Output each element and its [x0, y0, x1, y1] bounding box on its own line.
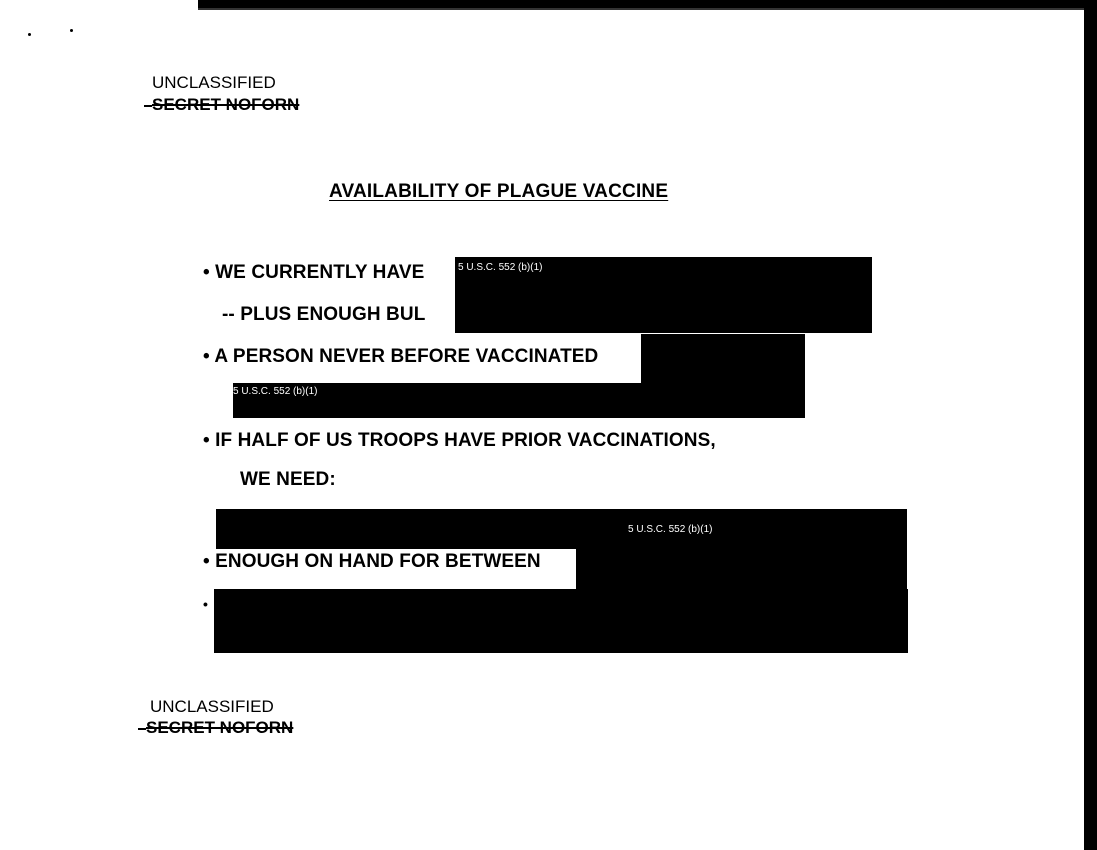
scan-top-border [198, 0, 1085, 8]
bullet-line-currently-have: • WE CURRENTLY HAVE [203, 262, 425, 283]
sub-line-plus-enough: -- PLUS ENOUGH BUL [222, 304, 426, 325]
footer-struck-classification [138, 719, 293, 737]
document-title: AVAILABILITY OF PLAGUE VACCINE [329, 181, 669, 202]
bullet-line-never-vaccinated: • A PERSON NEVER BEFORE VACCINATED [203, 346, 599, 367]
header-classification: UNCLASSIFIED [152, 73, 276, 92]
redaction-block [233, 383, 805, 418]
scan-speck [28, 33, 31, 36]
bullet-line-enough-on-hand: • ENOUGH ON HAND FOR BETWEEN [203, 551, 541, 572]
scan-right-border [1084, 0, 1097, 850]
redaction-block [576, 548, 907, 590]
strike-lead-mark [144, 105, 152, 107]
redaction-block [214, 589, 908, 653]
exemption-label: 5 U.S.C. 552 (b)(1) [628, 524, 713, 535]
line-we-need: WE NEED: [240, 469, 336, 490]
bullet-line-half-of-troops: • IF HALF OF US TROOPS HAVE PRIOR VACCINATIONS, [203, 430, 716, 451]
scan-speck [70, 29, 73, 32]
exemption-label: 5 U.S.C. 552 (b)(1) [458, 262, 543, 273]
footer-classification: UNCLASSIFIED [150, 697, 274, 716]
scan-top-border-thin [198, 8, 1085, 10]
strike-lead-mark [138, 728, 146, 730]
redaction-block [216, 509, 907, 549]
footer-struck-text: SECRET NOFORN [146, 718, 294, 737]
header-struck-text: SECRET NOFORN [152, 95, 300, 114]
exemption-label: 5 U.S.C. 552 (b)(1) [233, 386, 318, 397]
bullet-line-redacted: • [203, 596, 209, 612]
header-struck-classification [144, 96, 299, 114]
